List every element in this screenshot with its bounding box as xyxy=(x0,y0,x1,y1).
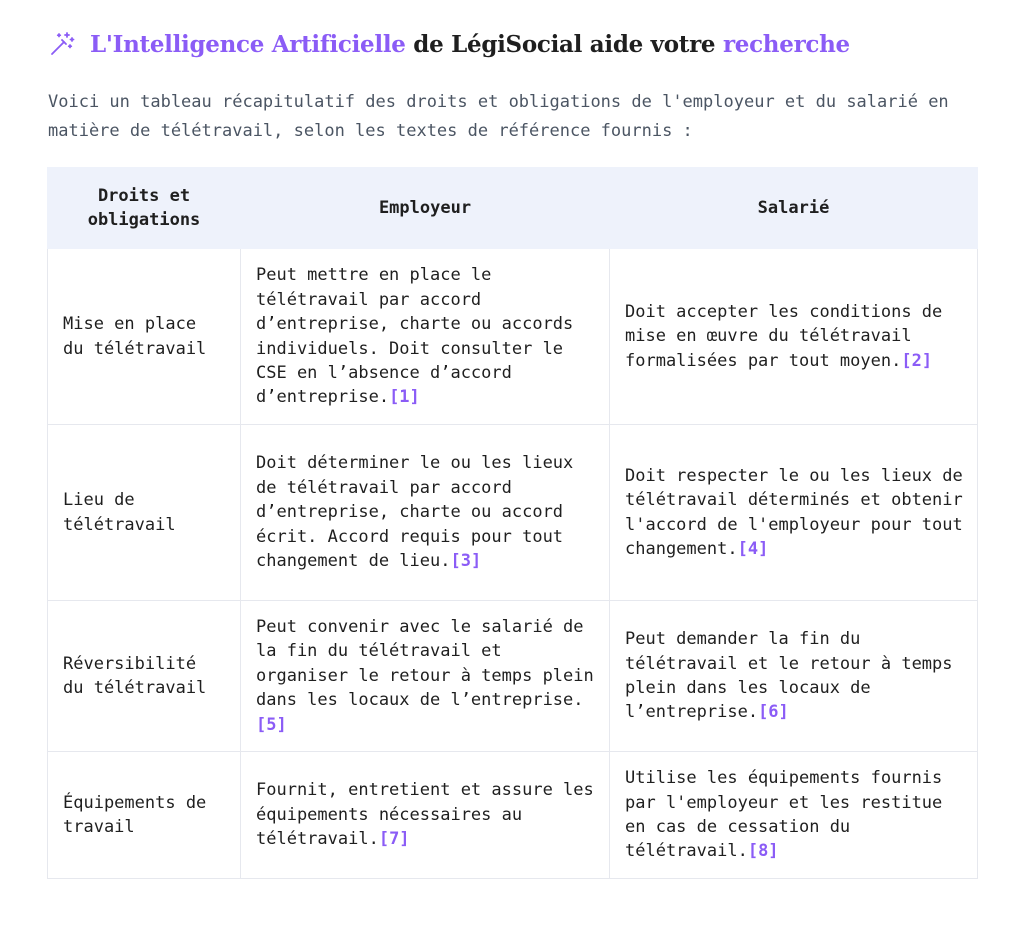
citation-link[interactable]: [3] xyxy=(450,551,482,572)
cell-employer xyxy=(241,601,610,752)
citation-link[interactable]: [7] xyxy=(378,829,410,850)
cell-text: Peut demander la fin du télétravail et le retour à temps plein dans les locaux de l’entreprise. xyxy=(625,629,953,723)
cell-topic: Réversibilité du télétravail xyxy=(48,601,241,752)
cell-topic: Lieu de télétravail xyxy=(48,425,241,601)
cell-text: Doit déterminer le ou les lieux de télétravail par accord d’entreprise, charte ou accord écrit. Accord requis pour tout changement de lieu. xyxy=(256,453,574,572)
table-row xyxy=(48,249,978,425)
citation-link[interactable]: [8] xyxy=(747,841,779,862)
cell-text: Fournit, entretient et assure les équipements nécessaires au télétravail. xyxy=(256,780,594,850)
citation-link[interactable]: [4] xyxy=(737,538,769,559)
cell-text: Peut convenir avec le salarié de la fin du télétravail et organiser le retour à temps plein dans les locaux de l’entreprise. xyxy=(256,616,594,711)
table-row xyxy=(48,752,978,879)
cell-text: Utilise les équipements fournis par l'employeur et les restitue en cas de cessation du télétravail. xyxy=(625,768,943,862)
intro-text: Voici un tableau récapitulatif des droits et obligations de l'employeur et du salarié en matière de télétravail, selon les textes de référence fournis : xyxy=(48,92,949,141)
magic-wand-icon xyxy=(48,30,76,58)
table-header-row xyxy=(48,168,978,249)
citation-link[interactable]: [2] xyxy=(901,350,933,371)
cell-employee xyxy=(610,425,978,601)
cell-text: Doit respecter le ou les lieux de télétravail déterminés et obtenir l'accord de l'employeur pour tout changement. xyxy=(625,465,963,559)
cell-topic: Équipements de travail xyxy=(48,752,241,879)
ai-assistant-header xyxy=(48,30,850,58)
table-row xyxy=(48,601,978,752)
citation-link[interactable]: [1] xyxy=(389,387,420,408)
cell-employer xyxy=(241,249,610,425)
cell-text: Peut mettre en place le télétravail par accord d’entreprise, charte ou accords individuels. Doit consulter le CSE en l’absence d’accord d’entreprise. xyxy=(256,265,574,408)
citation-link[interactable]: [5] xyxy=(256,714,287,735)
cell-employee xyxy=(610,249,978,425)
citation-link[interactable]: [6] xyxy=(758,702,789,723)
cell-employee xyxy=(610,601,978,752)
cell-topic: Mise en place du télétravail xyxy=(48,249,241,425)
column-header-employee: Salarié xyxy=(610,168,978,249)
cell-employer xyxy=(241,752,610,879)
column-header-topic: Droits et obligations xyxy=(48,168,241,249)
header-part-brand: de LégiSocial aide votre xyxy=(405,30,723,58)
cell-employee xyxy=(610,752,978,879)
cell-employer xyxy=(241,425,610,601)
cell-text: Doit accepter les conditions de mise en œuvre du télétravail formalisées par tout moyen. xyxy=(625,301,943,371)
header-part-ai: L'Intelligence Artificielle xyxy=(90,30,406,58)
table-row xyxy=(48,425,978,601)
column-header-employer: Employeur xyxy=(241,168,610,249)
rights-obligations-table xyxy=(47,167,978,879)
header-part-search: recherche xyxy=(722,30,850,58)
